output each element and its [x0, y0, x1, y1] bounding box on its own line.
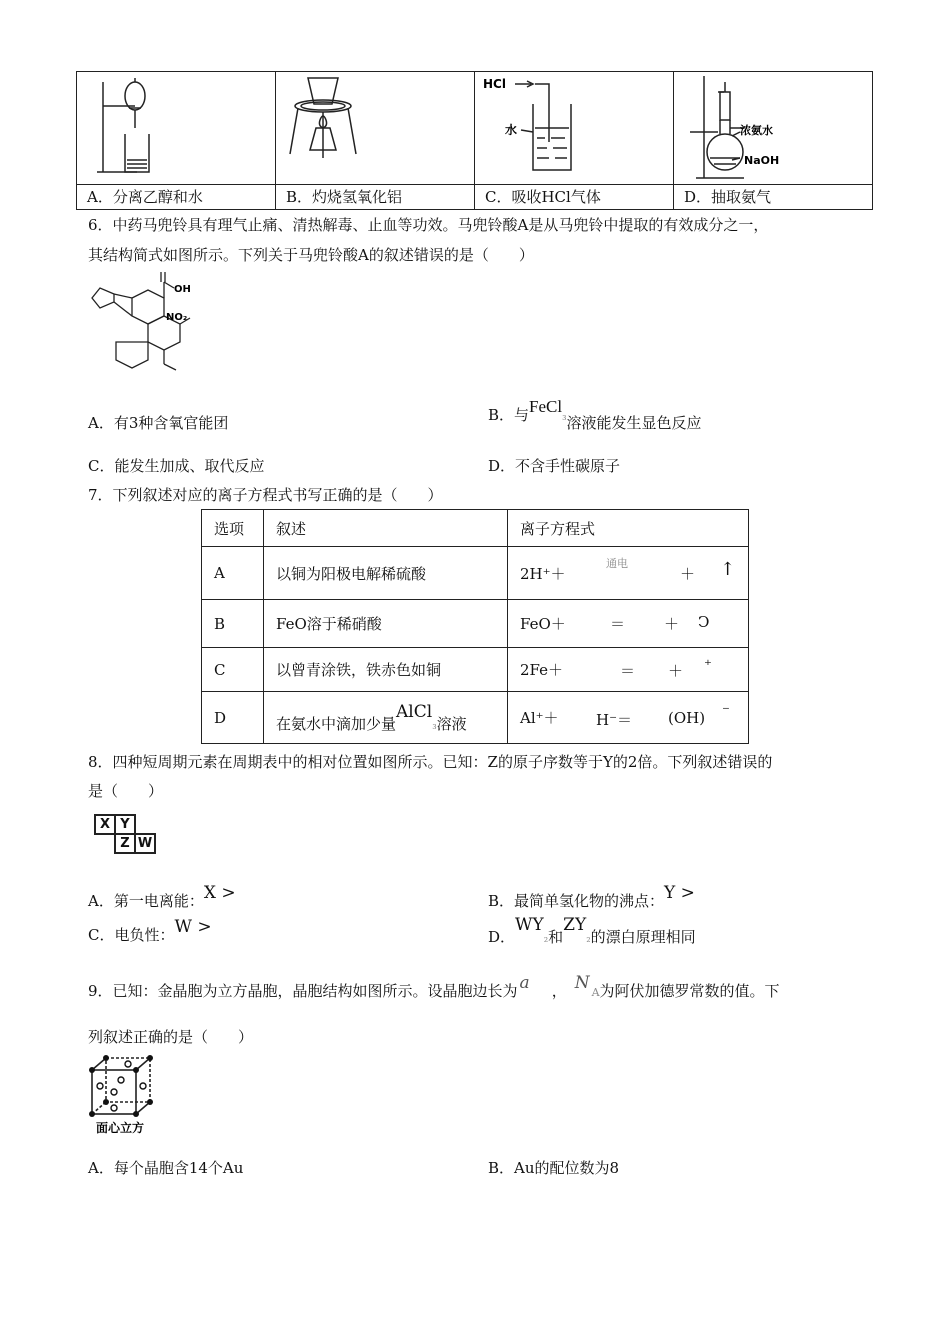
- row-a-eq-part1: 2H⁺＋: [520, 564, 566, 583]
- wy-formula: WY: [515, 915, 544, 935]
- q9-edge-a: a: [519, 973, 530, 993]
- apparatus-caption-d: D．抽取氨气: [674, 184, 872, 209]
- water-label: 水: [505, 123, 518, 137]
- q8-stem-line1: 8．四种短周期元素在周期表中的相对位置如图所示。已知：Z的原子序数等于Y的2倍。下列叙述错误的: [88, 753, 773, 771]
- zy-formula: ZY: [563, 915, 587, 935]
- row-b-equation: [508, 600, 749, 648]
- q9-stem-line2: 列叙述正确的是（ ）: [88, 1028, 254, 1046]
- oh-label: OH: [174, 284, 191, 295]
- row-b-eq-part1: FeO＋: [520, 615, 566, 633]
- apparatus-cell-b: [276, 72, 475, 210]
- q8-option-a-prefix: A．第一电离能：: [88, 892, 204, 910]
- periodic-position-grid: [94, 814, 158, 854]
- q8-option-b-formula: Y >: [664, 883, 695, 903]
- q8-option-d-suffix: 的漂白原理相同: [590, 928, 696, 946]
- row-c-description: 以曾青涂铁，铁赤色如铜: [264, 648, 508, 692]
- row-c-eq-part4: ⁺: [704, 656, 712, 674]
- row-c-option: C: [202, 648, 264, 692]
- apparatus-cell-a: [77, 72, 276, 210]
- q9-option-b: B．Au的配位数为8: [488, 1159, 620, 1177]
- q7-stem: 7．下列叙述对应的离子方程式书写正确的是（ ）: [88, 486, 443, 504]
- row-a-eq-part2: ＋: [680, 565, 696, 583]
- naoh-label: NaOH: [744, 154, 780, 167]
- q8-stem-line2: 是（ ）: [88, 782, 164, 800]
- apparatus-cell-c: [475, 72, 674, 210]
- ammonia-label: 浓氨水: [740, 124, 773, 137]
- table-row: [202, 600, 749, 648]
- aristolochic-acid-structure: [86, 268, 206, 386]
- row-a-description: 以铜为阳极电解稀硫酸: [264, 547, 508, 600]
- table-row: [202, 692, 749, 744]
- header-description: 叙述: [264, 510, 508, 547]
- q8-option-a: [88, 883, 236, 910]
- q8-option-d: D．$WY_{_2}$和$ZY_{_2}$的漂白原理相同: [488, 915, 696, 946]
- row-d-eq-part1: Al⁺＋: [520, 709, 559, 727]
- fcc-caption: 面心立方: [96, 1121, 145, 1135]
- header-equation: 离子方程式: [508, 510, 749, 547]
- q8-option-c: [88, 917, 212, 944]
- q6-option-a: A．有3种含氧官能团: [88, 414, 229, 432]
- row-a-eq-electrolysis: 通电: [606, 557, 628, 570]
- row-d-eq-part2: H⁻＝: [596, 711, 632, 729]
- row-b-eq-part4: Ↄ: [698, 613, 710, 631]
- hcl-label: HCl: [483, 77, 506, 91]
- q6-stem-line2: 其结构简式如图所示。下列关于马兜铃酸A的叙述错误的是（ ）: [88, 246, 534, 264]
- row-c-equation: [508, 648, 749, 692]
- apparatus-caption-b: B．灼烧氢氧化铝: [276, 184, 474, 209]
- alcl-formula: AlCl: [396, 702, 433, 722]
- q8-option-d-and: 和: [548, 928, 564, 946]
- row-d-option: D: [202, 692, 264, 744]
- header-option: 选项: [202, 510, 264, 547]
- hcl-absorption-apparatus: [475, 72, 673, 184]
- row-a-eq-arrow: ↑: [720, 559, 736, 580]
- q9-comma: ，: [551, 982, 567, 1000]
- row-a-option: A: [202, 547, 264, 600]
- q8-option-d-prefix: D．: [488, 928, 516, 946]
- row-d-desc-prefix: 在氨水中滴加少量: [276, 715, 397, 733]
- row-c-eq-part1: 2Fe＋: [520, 661, 564, 679]
- apparatus-cell-d: [674, 72, 873, 210]
- q6-option-b-prefix: B．与: [488, 406, 530, 424]
- row-b-eq-part3: ＋: [664, 615, 680, 633]
- row-c-eq-part2: ＝: [620, 662, 636, 680]
- q6-option-d: D．不含手性碳原子: [488, 457, 621, 475]
- grid-cell-x: X: [94, 814, 116, 835]
- q8-option-c-formula: W >: [174, 917, 212, 937]
- table-header-row: [202, 510, 749, 547]
- no2-label: NO₂: [166, 312, 188, 323]
- row-d-eq-part4: ⁻: [722, 702, 730, 720]
- q9-stem-line1: 9．已知：金晶胞为立方晶胞，晶胞结构如图所示。设晶胞边长为 a ， N $_A$为阿伏加德罗常数的值。下: [88, 973, 780, 1000]
- row-d-desc-suffix: 溶液: [436, 715, 467, 733]
- row-d-equation: [508, 692, 749, 744]
- fecl-formula: FeCl: [529, 397, 563, 416]
- grid-cell-y: Y: [114, 814, 136, 835]
- q8-option-b-prefix: B．最简单氢化物的沸点：: [488, 892, 665, 910]
- apparatus-caption-c: C．吸收HCl气体: [475, 184, 673, 209]
- row-d-eq-part3: (OH): [668, 709, 706, 727]
- q6-stem-line1: 6．中药马兜铃具有理气止痛、清热解毒、止血等功效。马兜铃酸A是从马兜铃中提取的有效成分之一，: [88, 216, 769, 234]
- grid-cell-w: W: [134, 833, 156, 854]
- row-d-description: 在氨水中滴加少量AlCl$_{_3}$溶液: [264, 692, 508, 744]
- q8-option-b: [488, 883, 695, 910]
- ion-equation-table: [201, 509, 749, 744]
- q9-avogadro-n: N: [574, 973, 590, 993]
- row-a-equation: [508, 547, 749, 600]
- separatory-funnel-apparatus: [77, 72, 275, 184]
- q8-option-a-formula: X >: [203, 883, 236, 903]
- q6-option-b-suffix: 溶液能发生显色反应: [566, 414, 702, 432]
- crucible-burner-apparatus: [276, 72, 474, 184]
- row-b-option: B: [202, 600, 264, 648]
- q8-option-c-prefix: C．电负性：: [88, 926, 175, 944]
- row-b-eq-part2: ＝: [610, 615, 626, 633]
- q6-option-c: C．能发生加成、取代反应: [88, 457, 265, 475]
- table-row: [202, 648, 749, 692]
- grid-cell-z: Z: [114, 833, 136, 854]
- q9-stem-suffix: 为阿伏加德罗常数的值。下: [599, 982, 780, 1000]
- apparatus-table: [76, 71, 873, 210]
- q9-stem-prefix: 9．已知：金晶胞为立方晶胞，晶胞结构如图所示。设晶胞边长为: [88, 982, 518, 1000]
- table-row: [202, 547, 749, 600]
- q9-option-a: A．每个晶胞含14个Au: [88, 1159, 244, 1177]
- row-b-description: FeO溶于稀硝酸: [264, 600, 508, 648]
- ammonia-generation-apparatus: [674, 72, 872, 184]
- fcc-unit-cell-diagram: [86, 1054, 156, 1138]
- q6-option-b: B．与FeCl₃溶液能发生显色反应: [488, 397, 702, 432]
- apparatus-caption-a: A．分离乙醇和水: [77, 184, 275, 209]
- row-c-eq-part3: ＋: [668, 662, 684, 680]
